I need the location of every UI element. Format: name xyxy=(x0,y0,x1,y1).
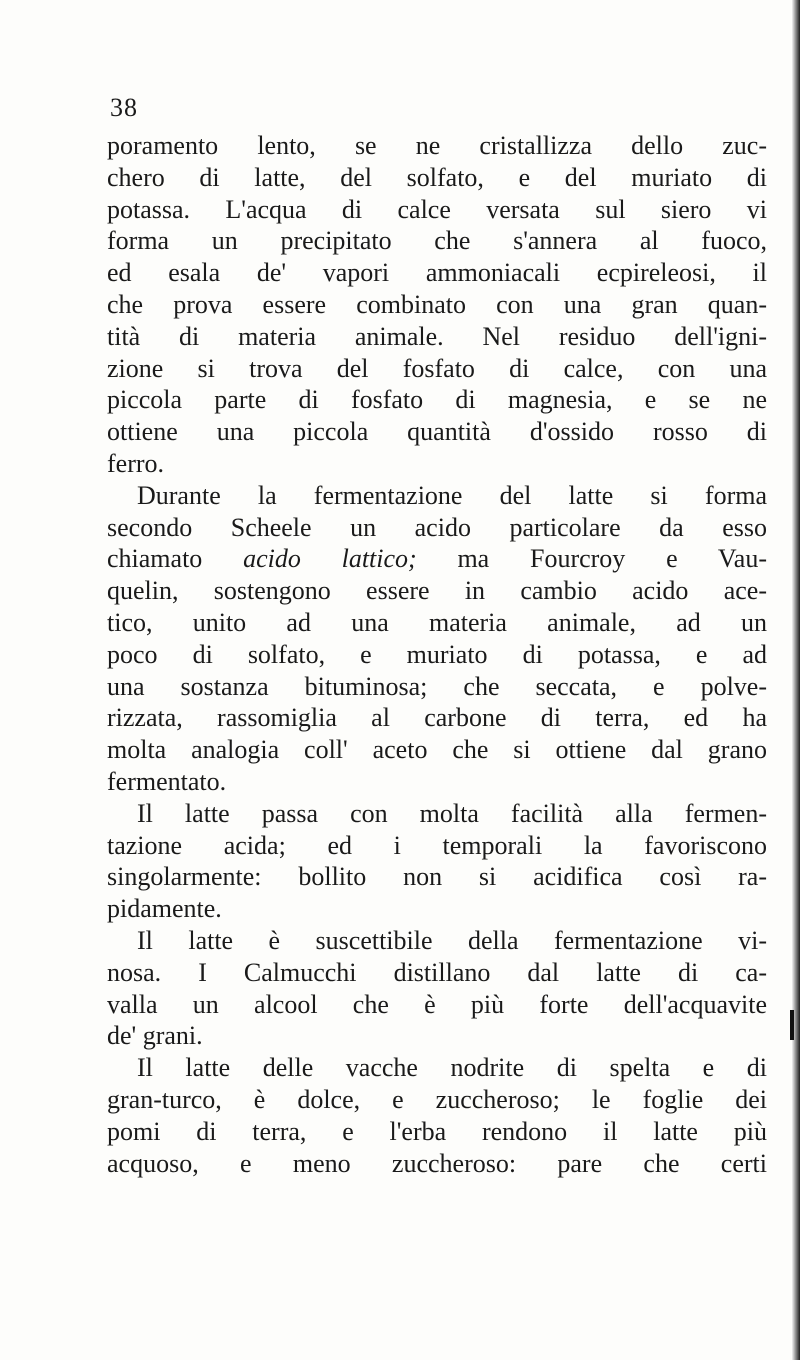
text-line: che prova essere combinato con una gran quan- xyxy=(107,289,767,319)
text-line: Il latte è suscettibile della fermentazione vi- xyxy=(137,925,767,955)
text-line: tico, unito ad una materia animale, ad un xyxy=(107,607,767,637)
page-edge-shadow xyxy=(792,0,800,1360)
page-number: 38 xyxy=(110,93,138,122)
text-line: ferro. xyxy=(107,448,165,478)
text-line: pomi di terra, e l'erba rendono il latte più xyxy=(107,1116,767,1146)
text-line: chero di latte, del solfato, e del muriato di xyxy=(107,162,767,192)
text-run: ma Fourcroy e Vau- xyxy=(416,544,767,574)
text-line: rizzata, rassomiglia al carbone di terra, ed ha xyxy=(107,703,767,733)
text-line: gran-turco, è dolce, e zuccheroso; le foglie dei xyxy=(107,1084,767,1114)
text-line: piccola parte di fosfato di magnesia, e se ne xyxy=(107,385,767,415)
text-line: zione si trova del fosfato di calce, con una xyxy=(107,353,767,383)
text-line: de' grani. xyxy=(107,1021,203,1051)
text-line: nosa. I Calmucchi distillano dal latte di ca- xyxy=(107,957,767,987)
paragraph-4 xyxy=(107,925,767,1052)
text-line: pidamente. xyxy=(107,894,222,924)
text-line-with-italic xyxy=(107,543,767,575)
text-run: chiamato xyxy=(107,544,244,574)
text-line: acquoso, e meno zuccheroso: pare che certi xyxy=(107,1148,767,1178)
text-line: molta analogia coll' aceto che si ottiene dal grano xyxy=(107,735,767,765)
text-line: poco di solfato, e muriato di potassa, e ad xyxy=(107,639,767,669)
text-line: poramento lento, se ne cristallizza dello zuc- xyxy=(107,131,767,160)
body-text xyxy=(107,130,767,1179)
text-line: quelin, sostengono essere in cambio acido ace- xyxy=(107,576,767,606)
text-line: forma un precipitato che s'annera al fuoco, xyxy=(107,226,767,256)
text-line: fermentato. xyxy=(107,766,227,796)
text-line: ed esala de' vapori ammoniacali ecpireleosi, il xyxy=(107,258,767,288)
page-edge-mark xyxy=(790,1010,794,1040)
text-line: singolarmente: bollito non si acidifica così ra- xyxy=(107,862,767,892)
text-line: una sostanza bituminosa; che seccata, e polve- xyxy=(107,671,767,701)
paragraph-3 xyxy=(107,798,767,925)
italic-term: acido lattico; xyxy=(243,544,417,574)
paragraph-2 xyxy=(107,480,767,798)
text-line: ottiene una piccola quantità d'ossido rosso di xyxy=(107,417,767,447)
paragraph-5 xyxy=(107,1052,767,1179)
text-line: Il latte delle vacche nodrite di spelta e di xyxy=(137,1053,767,1083)
text-line: potassa. L'acqua di calce versata sul siero vi xyxy=(107,194,767,224)
text-line: Durante la fermentazione del latte si forma xyxy=(137,480,767,510)
text-line: tazione acida; ed i temporali la favoriscono xyxy=(107,830,767,860)
text-line: Il latte passa con molta facilità alla fermen- xyxy=(137,798,767,828)
text-line: valla un alcool che è più forte dell'acquavite xyxy=(107,989,767,1019)
text-line: secondo Scheele un acido particolare da esso xyxy=(107,512,767,542)
text-line: tità di materia animale. Nel residuo dell'igni- xyxy=(107,321,767,351)
paragraph-1 xyxy=(107,130,767,480)
